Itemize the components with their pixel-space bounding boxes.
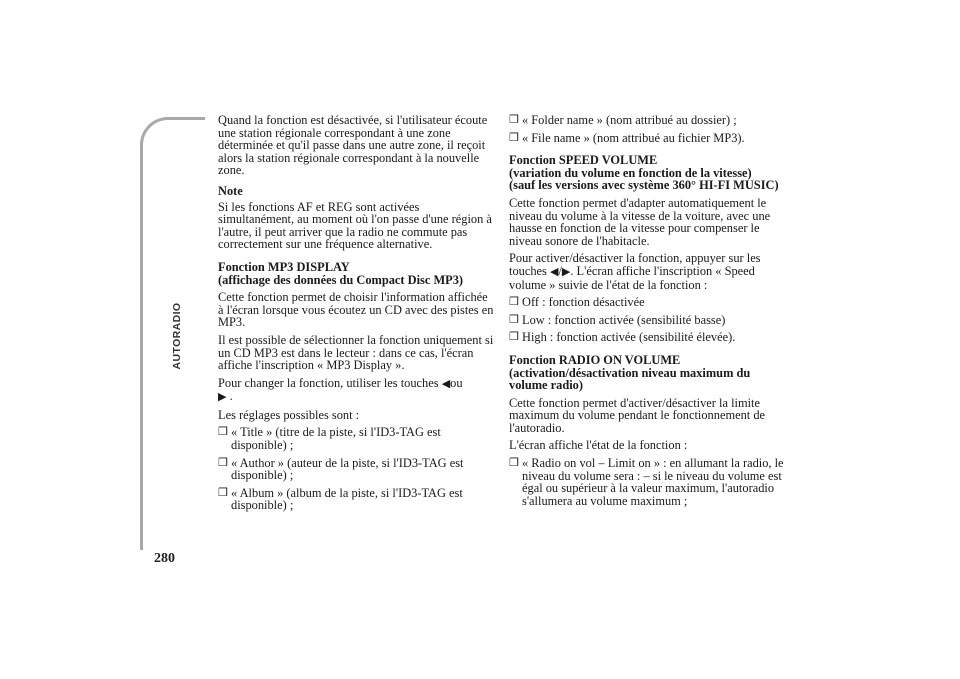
speed-heading-line-2: (variation du volume en fonction de la vitesse) bbox=[509, 165, 752, 180]
list-item bbox=[509, 314, 789, 327]
list-item bbox=[509, 331, 789, 344]
speed-p2-sep: / bbox=[558, 263, 562, 278]
checkbox-bullet-icon: ❒ bbox=[509, 331, 519, 344]
section-label: AUTORADIO bbox=[171, 302, 183, 370]
note-text: Si les fonctions AF et REG sont activées simultanément, au moment où l'on passe d'une région à l'autre, il peut arriver que la radio ne commute pas correctement sur une fréquence alternative. bbox=[218, 199, 492, 252]
list-item-text: High : fonction activée (sensibilité élevée). bbox=[522, 330, 736, 345]
checkbox-bullet-icon: ❒ bbox=[509, 131, 519, 144]
speed-volume-heading bbox=[509, 154, 789, 192]
list-item bbox=[509, 114, 789, 127]
list-item-text: « Radio on vol – Limit on » : en allumant la radio, le niveau du volume sera : – si le niveau du volume est égal ou supérieur à la valeur maximum, l'autoradio s'allumera au volume maximum ; bbox=[522, 456, 784, 508]
list-item bbox=[218, 457, 494, 482]
mp3-p3-or: ou bbox=[450, 375, 463, 390]
list-item-text: Low : fonction activée (sensibilité basse) bbox=[522, 312, 726, 327]
checkbox-bullet-icon: ❒ bbox=[218, 426, 228, 439]
mp3-paragraph-3 bbox=[218, 377, 494, 404]
mp3-paragraph-4: Les réglages possibles sont : bbox=[218, 407, 360, 422]
speed-p2-text: Pour activer/désactiver la fonction, appuyer sur les touches bbox=[509, 251, 761, 278]
note-title: Note bbox=[218, 183, 243, 198]
mp3-paragraph-2: Il est possible de sélectionner la fonction uniquement si un CD MP3 est dans le lecteur : dans ce cas, l'écran affiche l'inscription « MP3 Display ». bbox=[218, 332, 494, 373]
page-number: 280 bbox=[154, 551, 175, 566]
speed-heading-line-1: Fonction SPEED VOLUME bbox=[509, 153, 658, 168]
checkbox-bullet-icon: ❒ bbox=[509, 313, 519, 326]
checkbox-bullet-icon: ❒ bbox=[218, 486, 228, 499]
right-column bbox=[509, 114, 789, 512]
speed-p2-text-end: . L'écran affiche l'inscription « Speed volume » suivie de l'état de la fonction : bbox=[509, 263, 755, 292]
arrow-right-icon: ▶ bbox=[218, 391, 227, 404]
list-item-text: « Title » (titre de la piste, si l'ID3-TAG est disponible) ; bbox=[231, 425, 441, 453]
left-column bbox=[218, 114, 494, 517]
radio-heading-line-1: Fonction RADIO ON VOLUME bbox=[509, 352, 681, 367]
list-item bbox=[218, 426, 494, 451]
arrow-right-icon: ▶ bbox=[561, 265, 571, 278]
radio-heading-line-2: (activation/désactivation niveau maximum du volume radio) bbox=[509, 365, 751, 393]
mp3-heading-line-2: (affichage des données du Compact Disc MP3) bbox=[218, 272, 464, 287]
mp3-heading-line-1: Fonction MP3 DISPLAY bbox=[218, 259, 350, 274]
list-item bbox=[509, 457, 789, 507]
radio-paragraph-2: L'écran affiche l'état de la fonction : bbox=[509, 438, 688, 453]
speed-heading-line-3: (sauf les versions avec système 360° HI-FI MUSIC) bbox=[509, 178, 779, 193]
checkbox-bullet-icon: ❒ bbox=[509, 296, 519, 309]
mp3-p3-end: . bbox=[229, 389, 233, 404]
list-item-text: « Folder name » (nom attribué au dossier) ; bbox=[522, 113, 737, 127]
paragraph-reg-off: Quand la fonction est désactivée, si l'utilisateur écoute une station régionale correspondant à une zone déterminée et qu'il passe dans une autre zone, il reçoit alors la station régionale correspondant à la nouvelle zone. bbox=[218, 113, 488, 178]
mp3-display-heading bbox=[218, 261, 494, 286]
list-item-text: Off : fonction désactivée bbox=[522, 295, 645, 310]
list-item-text: « File name » (nom attribué au fichier MP3). bbox=[522, 130, 745, 145]
checkbox-bullet-icon: ❒ bbox=[509, 114, 519, 126]
list-item bbox=[509, 132, 789, 145]
list-item bbox=[218, 487, 494, 512]
arrow-left-icon: ◀ bbox=[549, 265, 559, 278]
checkbox-bullet-icon: ❒ bbox=[509, 457, 519, 470]
speed-paragraph-2 bbox=[509, 252, 789, 291]
arrow-left-icon: ◀ bbox=[441, 377, 451, 390]
radio-on-volume-heading bbox=[509, 354, 789, 392]
mp3-paragraph-1: Cette fonction permet de choisir l'information affichée à l'écran lorsque vous écoutez un CD avec des pistes en MP3. bbox=[218, 290, 494, 330]
mp3-p3-text: Pour changer la fonction, utiliser les touches bbox=[218, 375, 439, 390]
list-item-text: « Author » (auteur de la piste, si l'ID3-TAG est disponible) ; bbox=[231, 455, 464, 483]
list-item bbox=[509, 296, 789, 309]
speed-paragraph-1: Cette fonction permet d'adapter automatiquement le niveau du volume à la vitesse de la voiture, avec une hausse en fonction de la vitesse pour compenser le niveau sonore de l'habitacle. bbox=[509, 195, 771, 248]
checkbox-bullet-icon: ❒ bbox=[218, 456, 228, 469]
radio-paragraph-1: Cette fonction permet d'activer/désactiver la limite maximum du volume pendant le fonctionnement de l'autoradio. bbox=[509, 395, 766, 435]
list-item-text: « Album » (album de la piste, si l'ID3-TAG est disponible) ; bbox=[231, 485, 463, 513]
